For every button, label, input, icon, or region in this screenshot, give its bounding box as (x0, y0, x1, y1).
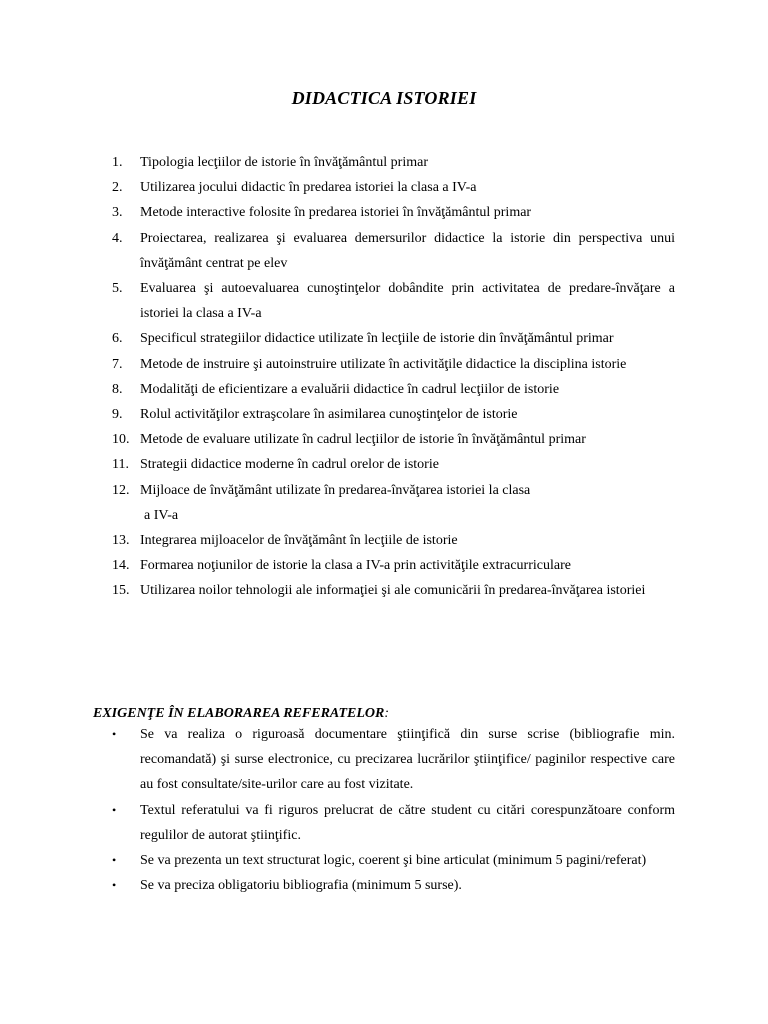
list-item-number: 12. (112, 482, 130, 498)
bullet-icon: • (112, 853, 117, 868)
bullet-icon: • (112, 802, 117, 817)
list-item-text: Formarea noţiunilor de istorie la clasa a IV-a prin activităţile extracurriculare (140, 558, 571, 574)
bullet-item-text: Textul referatului va fi riguros prelucrat de către student cu citări corespunzătoare conform regulilor de autorat ştiinţific. (140, 802, 675, 843)
list-item-text: Metode interactive folosite în predarea istoriei în învăţământul primar (140, 205, 532, 221)
list-item-text: Modalităţi de eficientizare a evaluării didactice în cadrul lecţiilor de istorie (140, 381, 560, 397)
list-item-text: Mijloace de învăţământ utilizate în predarea-învăţarea istoriei la clasa (140, 482, 531, 498)
list-item (112, 377, 675, 402)
list-item (112, 150, 675, 175)
bullet-icon: • (112, 878, 117, 893)
list-item-text: Metode de evaluare utilizate în cadrul lecţiilor de istorie în învăţământul primar (140, 432, 586, 448)
list-item (112, 226, 675, 276)
list-item-number: 13. (112, 533, 130, 549)
list-item-number: 1. (112, 155, 123, 170)
list-item-number: 11. (112, 457, 129, 473)
bullet-item-text: Se va preciza obligatoriu bibliografia (minimum 5 surse). (140, 878, 462, 894)
list-item-number: 3. (112, 205, 123, 221)
list-item (112, 326, 675, 351)
bullet-item-text: Se va prezenta un text structurat logic, coerent şi bine articulat (minimum 5 pagini/referat) (140, 853, 647, 869)
list-item-text: Specificul strategiilor didactice utilizate în lecţiile de istorie din învăţământul primar (140, 331, 614, 347)
list-item-text-group (140, 478, 675, 528)
requirements-list (112, 722, 675, 898)
list-item-number: 7. (112, 356, 123, 372)
topic-list (112, 150, 675, 604)
list-item-number: 2. (112, 180, 123, 196)
bullet-item (112, 722, 675, 798)
list-item (112, 352, 675, 377)
list-item-number: 4. (112, 230, 123, 246)
requirements-heading-colon: : (384, 706, 390, 721)
list-item-number: 10. (112, 432, 130, 448)
list-item-text: Metode de instruire şi autoinstruire utilizate în activităţile didactice la disciplina istorie (140, 356, 627, 372)
list-item-number: 15. (112, 583, 130, 599)
list-item (112, 402, 675, 427)
list-item (112, 553, 675, 578)
list-item-number: 5. (112, 281, 123, 297)
list-item-text: Proiectarea, realizarea şi evaluarea demersurilor didactice la istorie din perspectiva unui învăţământ centrat pe elev (140, 230, 675, 271)
requirements-heading (93, 706, 389, 722)
list-item-number: 14. (112, 558, 130, 574)
list-item (112, 276, 675, 326)
requirements-heading-text: EXIGENŢE ÎN ELABORAREA REFERATELOR (93, 706, 385, 721)
list-item-text: Integrarea mijloacelor de învăţământ în lecţiile de istorie (140, 533, 458, 549)
list-item-text: Utilizarea noilor tehnologii ale informaţiei şi ale comunicării în predarea-învăţarea istoriei (140, 583, 646, 599)
list-item-text: Evaluarea şi autoevaluarea cunoştinţelor dobândite prin activitatea de predare-învăţare a istoriei la clasa a IV-a (140, 281, 675, 322)
list-item (112, 578, 675, 603)
bullet-icon: • (112, 727, 117, 741)
document-title: DIDACTICA ISTORIEI (291, 88, 477, 108)
bullet-item (112, 848, 675, 873)
list-item-number: 6. (112, 331, 123, 347)
list-item (112, 200, 675, 225)
list-item (112, 175, 675, 200)
bullet-item (112, 798, 675, 848)
list-item-text: Utilizarea jocului didactic în predarea istoriei la clasa a IV-a (140, 180, 477, 196)
list-item (112, 452, 675, 477)
list-item-text: Strategii didactice moderne în cadrul orelor de istorie (140, 457, 439, 473)
list-item-text-continued: a IV-a (144, 507, 179, 523)
list-item (112, 478, 675, 528)
list-item (112, 528, 675, 553)
list-item-number: 9. (112, 407, 123, 423)
bullet-item (112, 873, 675, 898)
list-item-text: Tipologia lecţiilor de istorie în învăţământul primar (140, 155, 428, 170)
list-item-text: Rolul activităţilor extraşcolare în asimilarea cunoştinţelor de istorie (140, 407, 518, 423)
list-item (112, 427, 675, 452)
bullet-item-text: Se va realiza o riguroasă documentare ştiinţifică din surse scrise (bibliografie min. recomandată) şi surse electronice, cu precizarea lucrărilor ştiinţifice/ paginilor respective care au fost consultate/site-urilor care au fost vizitate. (140, 727, 675, 793)
list-item-number: 8. (112, 381, 123, 397)
